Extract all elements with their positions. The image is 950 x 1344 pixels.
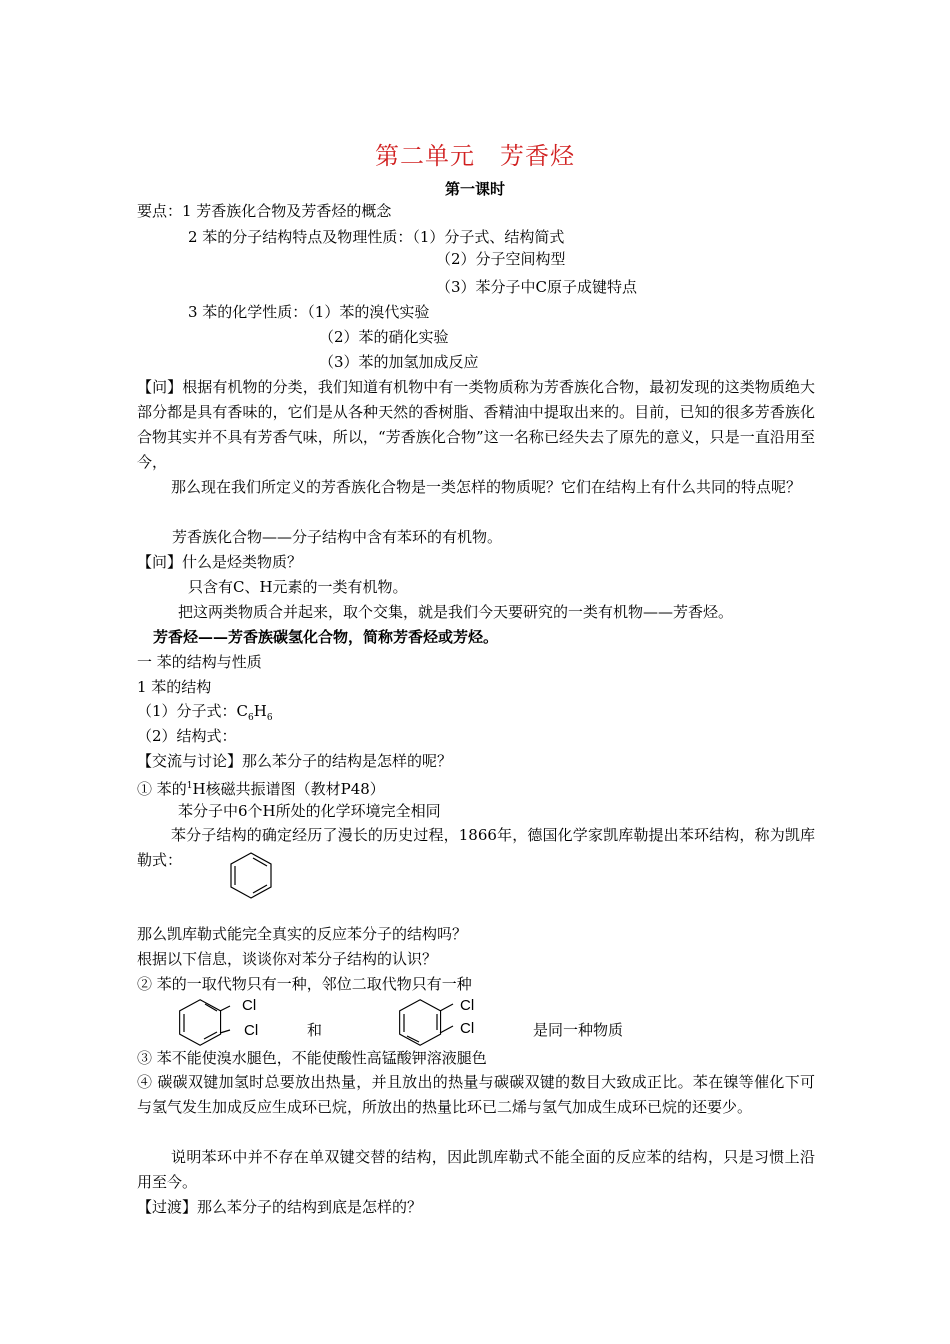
formula-label: （1）分子式： xyxy=(137,702,237,720)
nmr-prefix: ① 苯的 xyxy=(137,780,187,798)
keypoint-3-3: （3）苯的加氢加成反应 xyxy=(319,353,479,371)
formula-carbon: C xyxy=(236,702,249,720)
definition-aromatic-compound: 芳香族化合物——分子结构中含有苯环的有机物。 xyxy=(172,528,503,546)
formula-carbon-count: 6 xyxy=(248,713,254,723)
nmr-suffix: H核磁共振谱图（教材P48） xyxy=(192,780,385,798)
keypoint-2-3: （3）苯分子中C原子成键特点 xyxy=(436,278,638,296)
chlorine-label-1b: Cl xyxy=(244,1022,259,1039)
page-title: 第二单元 芳香烃 xyxy=(375,142,575,170)
evidence-4: ④ 碳碳双键加氢时总要放出热量，并且放出的热量与碳碳双键的数目大致成正比。苯在镍等催化下可与氢气发生加成反应生成环已烷，所放出的热量比环已二烯与氢气加成生成环已烷的还要少。 xyxy=(137,1073,815,1116)
conclusion: 说明苯环中并不存在单双键交替的结构，因此凯库勒式不能全面的反应苯的结构，只是习惯上沿用至今。 xyxy=(137,1148,815,1191)
info-prompt: 根据以下信息，谈谈你对苯分子结构的认识？ xyxy=(137,950,438,968)
chlorine-label-1a: Cl xyxy=(242,997,257,1014)
chlorine-label-2b: Cl xyxy=(460,1020,475,1037)
intersection-text: 把这两类物质合并起来，取个交集，就是我们今天要研究的一类有机物——芳香烃。 xyxy=(178,603,734,621)
lesson-subtitle: 第一课时 xyxy=(444,180,505,198)
dichlorobenzene-kekule-1 xyxy=(175,996,235,1048)
chlorine-label-2a: Cl xyxy=(460,997,475,1014)
structural-formula-label: （2）结构式： xyxy=(137,727,237,745)
dichlorobenzene-kekule-2 xyxy=(395,996,455,1048)
subsection-heading: 1 苯的结构 xyxy=(137,678,212,696)
formula-hydrogen: H xyxy=(253,702,267,720)
transition: 【过渡】那么苯分子的结构到底是怎样的？ xyxy=(137,1198,423,1216)
question-2: 【问】什么是烃类物质？ xyxy=(137,553,303,571)
discussion-prompt: 【交流与讨论】那么苯分子的结构是怎样的呢？ xyxy=(137,752,453,770)
answer-2: 只含有C、H元素的一类有机物。 xyxy=(188,578,408,596)
keypoint-3: 3 苯的化学性质：（1）苯的溴代实验 xyxy=(188,303,430,321)
question-1-follow: 那么现在我们所定义的芳香族化合物是一类怎样的物质呢？它们在结构上有什么共同的特点呢？ xyxy=(171,478,802,496)
kekule-benzene-structure xyxy=(226,850,276,902)
molecular-formula xyxy=(137,701,273,728)
nmr-superscript: 1 xyxy=(186,781,193,791)
and-text: 和 xyxy=(307,1021,323,1039)
nmr-note: 苯分子中6个H所处的化学环境完全相同 xyxy=(178,802,441,820)
definition-aromatic-hydrocarbon: 芳香烃——芳香族碳氢化合物，简称芳香烃或芳烃。 xyxy=(153,628,499,646)
evidence-2: ② 苯的一取代物只有一种，邻位二取代物只有一种 xyxy=(137,975,472,993)
keypoint-2: 2 苯的分子结构特点及物理性质：（1）分子式、结构简式 xyxy=(188,228,565,246)
nmr-item xyxy=(137,776,385,799)
same-substance-text: 是同一种物质 xyxy=(533,1021,624,1039)
question-1: 【问】根据有机物的分类，我们知道有机物中有一类物质称为芳香族化合物，最初发现的这类物质绝大部分都是具有香味的，它们是从各种天然的香树脂、香精油中提取出来的。目前，已知的很多芳香族化合物其实并不具有芳香气味，所以，“芳香族化合物”这一名称已经失去了原先的意义，只是一直沿用至今， xyxy=(137,378,815,471)
section-heading: 一 苯的结构与性质 xyxy=(137,653,262,671)
kekule-history: 苯分子结构的确定经历了漫长的历史过程，1866年，德国化学家凯库勒提出苯环结构，称为凯库勒式： xyxy=(137,826,815,869)
keypoint-2-2: （2）分子空间构型 xyxy=(436,250,566,268)
formula-hydrogen-count: 6 xyxy=(266,713,273,723)
keypoint-3-2: （2）苯的硝化实验 xyxy=(319,328,449,346)
evidence-3: ③ 苯不能使溴水腿色，不能使酸性高锰酸钾溶液腿色 xyxy=(137,1049,487,1067)
kekule-question: 那么凯库勒式能完全真实的反应苯分子的结构吗？ xyxy=(137,925,468,943)
keypoint-1: 要点：1 芳香族化合物及芳香烃的概念 xyxy=(137,202,392,220)
